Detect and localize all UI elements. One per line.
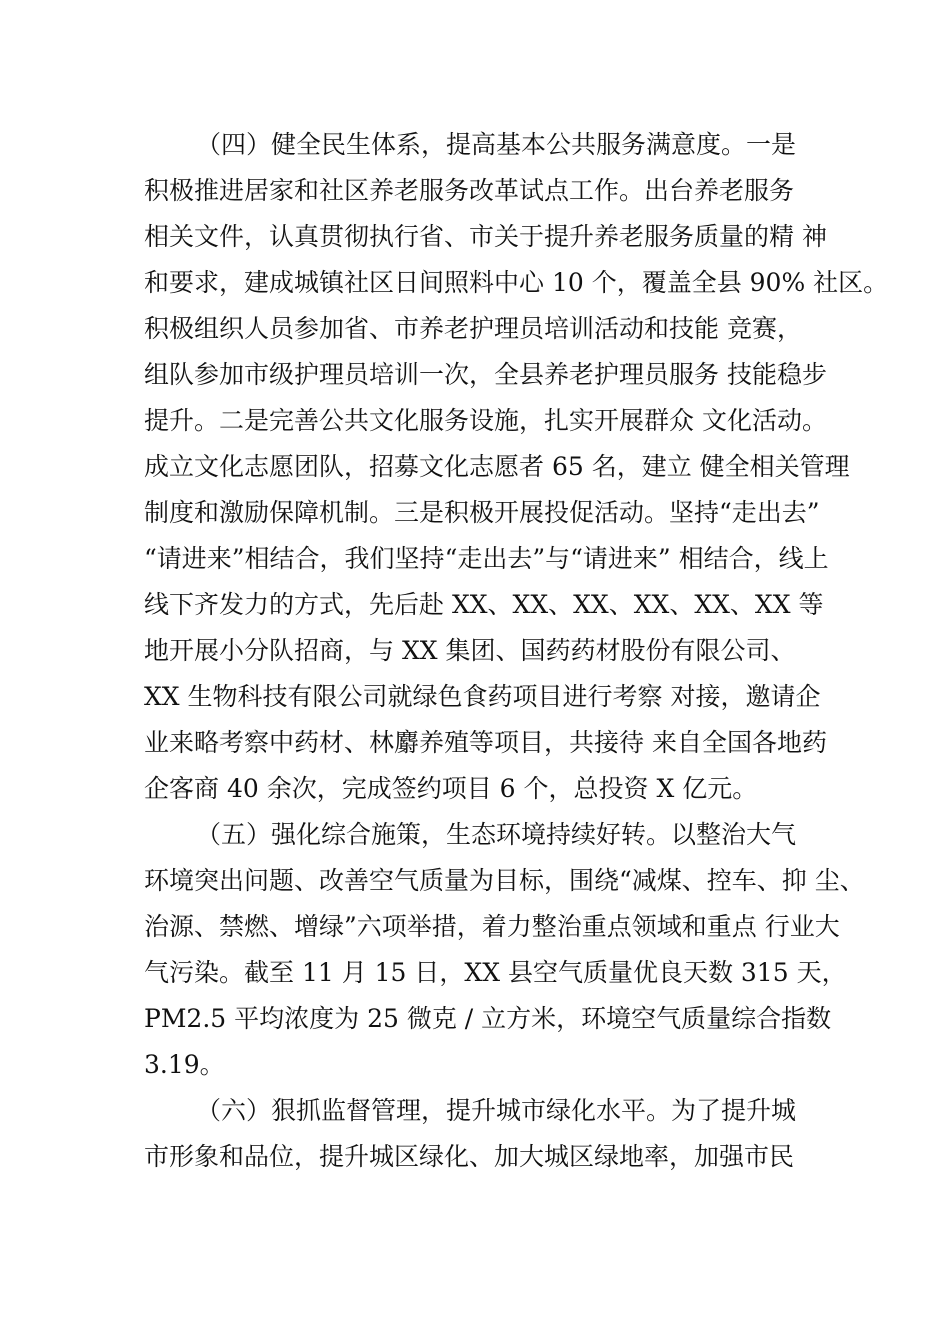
- text-line: 治源、禁燃、增绿”六项举措，着力整治重点领域和重点 行业大: [144, 912, 840, 941]
- text-line: PM2.5 平均浓度为 25 微克 / 立方米，环境空气质量综合指数: [144, 1004, 832, 1033]
- text-line: 积极组织人员参加省、市养老护理员培训活动和技能 竞赛，: [144, 314, 802, 343]
- paragraph-6-heading-line: （六）狠抓监督管理，提升城市绿化水平。为了提升城: [196, 1096, 797, 1125]
- text-line: 提升。二是完善公共文化服务设施，扎实开展群众 文化活动。: [144, 406, 827, 435]
- text-line: 3.19。: [144, 1050, 225, 1079]
- text-line: 环境突出问题、改善空气质量为目标，围绕“减煤、控车、抑 尘、: [144, 866, 865, 895]
- text-line: 相关文件，认真贯彻执行省、市关于提升养老服务质量的精 神: [144, 222, 827, 251]
- paragraph-5-heading-line: （五）强化综合施策，生态环境持续好转。以整治大气: [196, 820, 797, 849]
- text-line: 地开展小分队招商，与 XX 集团、国药药材股份有限公司、: [144, 636, 796, 665]
- text-line: 企客商 40 余次，完成签约项目 6 个，总投资 X 亿元。: [144, 774, 758, 803]
- paragraph-4-heading-line: （四）健全民生体系，提高基本公共服务满意度。一是: [196, 130, 797, 159]
- text-line: 积极推进居家和社区养老服务改革试点工作。出台养老服务: [144, 176, 795, 205]
- text-line: 业来略考察中药材、林麝养殖等项目，共接待 来自全国各地药: [144, 728, 827, 757]
- text-line: XX 生物科技有限公司就绿色食药项目进行考察 对接，邀请企: [144, 682, 821, 711]
- text-line: 市形象和品位，提升城区绿化、加大城区绿地率，加强市民: [144, 1142, 795, 1171]
- text-line: 气污染。截至 11 月 15 日，XX 县空气质量优良天数 315 天，: [144, 958, 847, 987]
- text-line: 制度和激励保障机制。三是积极开展投促活动。坚持“走出去”: [144, 498, 820, 527]
- text-line: 线下齐发力的方式，先后赴 XX、XX、XX、XX、XX、XX 等: [144, 590, 824, 619]
- text-line: 和要求，建成城镇社区日间照料中心 10 个，覆盖全县 90% 社区。: [144, 268, 889, 297]
- text-line: “请进来”相结合，我们坚持“走出去”与“请进来” 相结合，线上: [144, 544, 829, 573]
- text-line: 成立文化志愿团队，招募文化志愿者 65 名，建立 健全相关管理: [144, 452, 850, 481]
- text-line: 组队参加市级护理员培训一次，全县养老护理员服务 技能稳步: [144, 360, 827, 389]
